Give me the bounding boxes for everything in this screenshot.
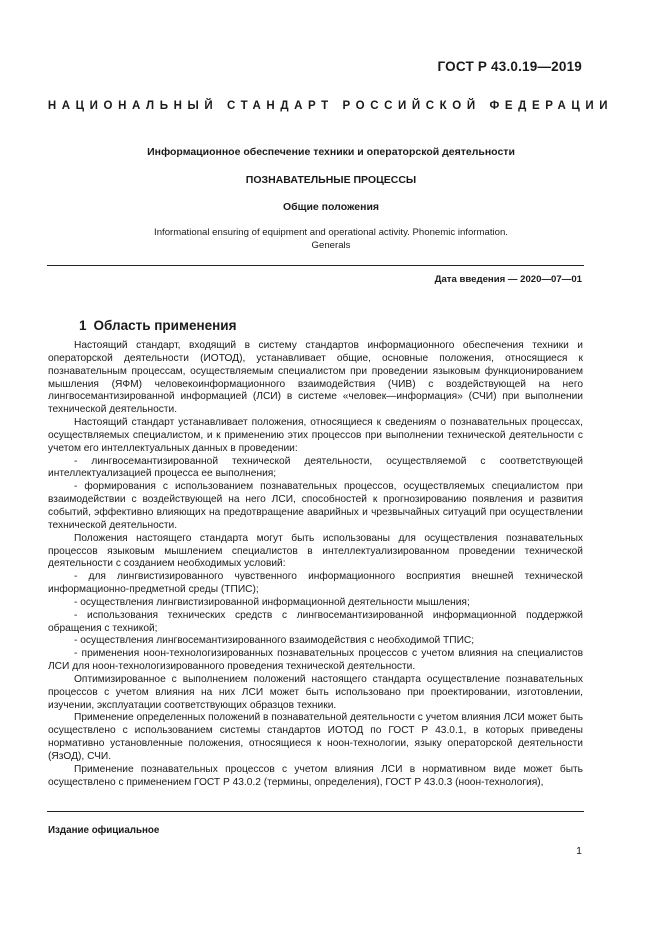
- paragraph: Применение познавательных процессов с учетом влияния ЛСИ в нормативном виде может быть осуществлено с применением ГОСТ Р 43.0.2 (термины, определения), ГОСТ Р 43.0.3 (ноон-технология),: [48, 763, 583, 788]
- list-item: - осуществления лингвосемантизированного взаимодействия с необходимой ТПИС;: [74, 635, 475, 647]
- list-item: - формирования с использованием познавательных процессов, осуществляемых специалистом при взаимодействии с воздействующей на него ЛСИ, способностей к прогнозированию появления и развития событий, эффективно влияющих на предотвращение аварийных и чрезвычайных ситуаций при осуществлении технической деятельности.: [48, 481, 583, 531]
- paragraph: Настоящий стандарт, входящий в систему стандартов информационного обеспечения техники и операторской деятельности (ИОТОД), устанавливает общие, основные положения, относящиеся к познавательным процессам, осуществляемым специалистом при проведении языковым функционированием мышления (ЯФМ) человекоинформационного взаимодействия (ЧИВ) с воздействующей на него лингвосемантизированной информацией (ЛСИ) в системе «человек—информация» (СЧИ) при выполнении технической деятельности.: [48, 340, 583, 416]
- section-heading: [79, 318, 243, 333]
- list-item: - использования технических средств с лингвосемантизированной информационной поддержкой обращения с техникой;: [48, 609, 583, 634]
- standard-code: ГОСТ Р 43.0.19—2019: [437, 59, 582, 74]
- footer-divider: [47, 811, 584, 812]
- english-title-line1: Informational ensuring of equipment and operational activity. Phonemic information.: [154, 227, 508, 238]
- section-number: 1: [79, 318, 87, 333]
- section-title: Область применения: [93, 318, 237, 333]
- page-number: 1: [576, 845, 582, 857]
- national-standard-heading: НАЦИОНАЛЬНЫЙ СТАНДАРТ РОССИЙСКОЙ ФЕДЕРАЦИИ: [47, 100, 614, 112]
- paragraph: Положения настоящего стандарта могут быть использованы для осуществления познавательных процессов языковым мышлением специалистов в интеллектуализированном проведении технической деятельности с созданием необходимых условий:: [48, 532, 583, 570]
- english-title-line2: Generals: [311, 239, 351, 251]
- list-item: - осуществления лингвистизированной информационной деятельности мышления;: [74, 596, 470, 608]
- english-title: [80, 227, 582, 252]
- document-title-line1: Информационное обеспечение техники и операторской деятельности: [147, 146, 515, 158]
- edition-label: Издание официальное: [48, 825, 160, 836]
- introduction-date: Дата введения — 2020—07—01: [434, 274, 582, 285]
- paragraph: Настоящий стандарт устанавливает положения, относящиеся к сведениям о познавательных процессах, осуществляемых специалистом, и к применению этих процессов при выполнении технической деятельности с учетом его интеллектуальных данных в проведении:: [48, 417, 583, 454]
- document-title-main: ПОЗНАВАТЕЛЬНЫЕ ПРОЦЕССЫ: [245, 174, 417, 186]
- paragraph: Применение определенных положений в познавательной деятельности с учетом влияния ЛСИ может быть осуществлено с использованием системы стандартов ИОТОД по ГОСТ Р 43.0.1, в которых приведены нормативно установленные положения, относящиеся к ноон-технологии, языку операторской деятельности (ЯзОД), СЧИ.: [48, 712, 584, 762]
- section-body: [48, 340, 583, 790]
- paragraph: Оптимизированное с выполнением положений настоящего стандарта осуществление познавательных процессов с учетом влияния на них ЛСИ может быть использовано при проектировании, изготовлении, изучении, эксплуатации соответствующих образцов техники.: [48, 673, 583, 711]
- header-divider: [47, 265, 584, 266]
- list-item: - для лингвистизированного чувственного информационного восприятия внешней технической информационно-предметной среды (ТПИС);: [48, 571, 583, 596]
- list-item: - применения ноон-технологизированных познавательных процессов с учетом влияния на специалистов ЛСИ для ноон-технологизированного проведения технической деятельности.: [48, 648, 583, 673]
- document-subtitle: Общие положения: [282, 201, 380, 213]
- list-item: - лингвосемантизированной технической деятельности, осуществляемой с соответствующей интеллектуализацией процесса ее выполнения;: [48, 455, 583, 480]
